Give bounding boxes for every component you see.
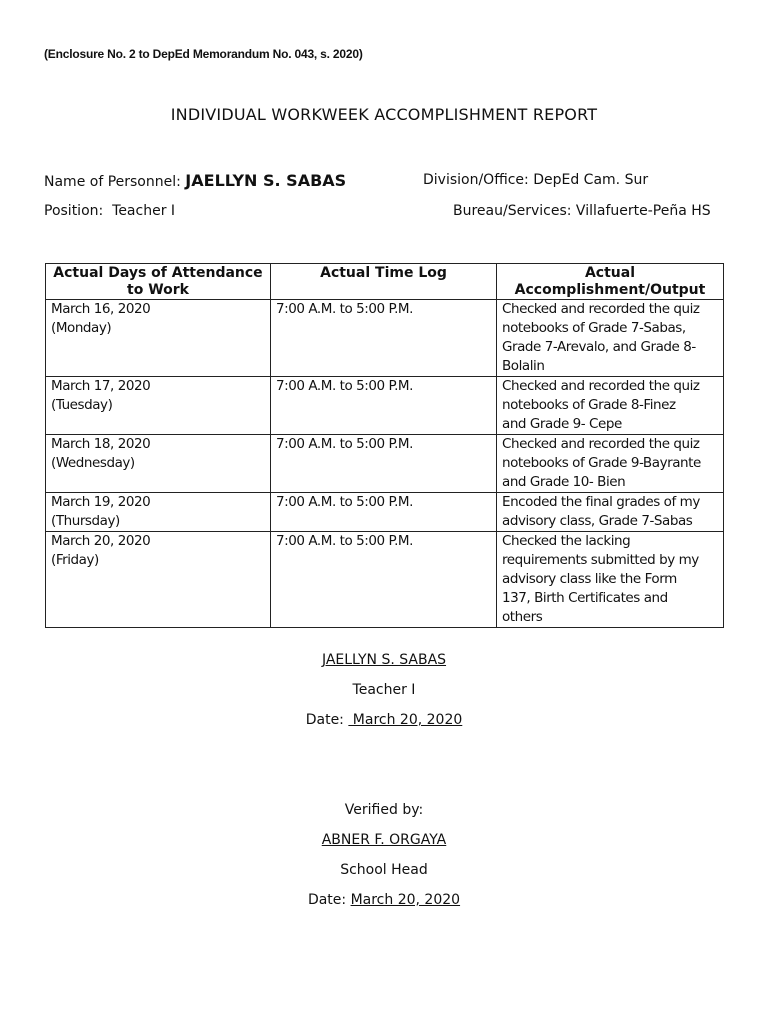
day-cell (46, 300, 271, 377)
day-weekday: (Wednesday) (51, 455, 135, 471)
header-output-line: Accomplishment/Output (514, 282, 706, 298)
output-line: Checked and recorded the quiz (502, 378, 700, 394)
output-cell (497, 300, 724, 377)
verifier-name: ABNER F. ORGAYA (321, 832, 447, 848)
output-line: Checked and recorded the quiz (502, 301, 700, 317)
time-log: 7:00 A.M. to 5:00 P.M. (276, 378, 413, 394)
day-cell (46, 493, 271, 532)
output-cell (497, 377, 724, 435)
day-date: March 17, 2020 (51, 378, 151, 394)
output-line: Grade 7-Arevalo, and Grade 8- (502, 339, 696, 355)
verified-by-label: Verified by: (344, 802, 424, 818)
time-log: 7:00 A.M. to 5:00 P.M. (276, 494, 413, 510)
verifier-date-value: March 20, 2020 (350, 892, 461, 908)
signatory-name: JAELLYN S. SABAS (321, 652, 447, 668)
day-cell (46, 377, 271, 435)
output-line: notebooks of Grade 7-Sabas, (502, 320, 686, 336)
signatory-date (0, 712, 768, 728)
table-row (46, 532, 724, 628)
header-days-line: Attendance to Work (127, 265, 263, 298)
time-log: 7:00 A.M. to 5:00 P.M. (276, 436, 413, 452)
header-days (46, 264, 271, 300)
division-label: Division/Office: (423, 172, 529, 188)
name-label: Name of Personnel: (44, 174, 181, 190)
output-line: 137, Birth Certificates and (502, 590, 668, 606)
time-cell (271, 300, 497, 377)
output-line: requirements submitted by my (502, 552, 699, 568)
table-header-row (46, 264, 724, 300)
output-line: and Grade 9- Cepe (502, 416, 622, 432)
table-row (46, 493, 724, 532)
time-log: 7:00 A.M. to 5:00 P.M. (276, 301, 413, 317)
table-row (46, 300, 724, 377)
time-cell (271, 532, 497, 628)
header-time-line: Actual Time Log (320, 265, 447, 281)
bureau-value: Villafuerte-Peña HS (575, 203, 711, 219)
output-line: Encoded the final grades of my (502, 494, 700, 510)
output-line: Bolalin (502, 358, 545, 374)
output-line: and Grade 10- Bien (502, 474, 626, 490)
day-date: March 18, 2020 (51, 436, 151, 452)
output-line: notebooks of Grade 8-Finez (502, 397, 676, 413)
time-cell (271, 435, 497, 493)
day-weekday: (Thursday) (51, 513, 120, 529)
day-cell (46, 532, 271, 628)
output-cell (497, 493, 724, 532)
header-days-line: Actual Days of (53, 265, 167, 281)
time-cell (271, 377, 497, 435)
day-weekday: (Monday) (51, 320, 112, 336)
output-cell (497, 435, 724, 493)
header-output (497, 264, 724, 300)
table-row (46, 377, 724, 435)
time-log: 7:00 A.M. to 5:00 P.M. (276, 533, 413, 549)
report-title: INDIVIDUAL WORKWEEK ACCOMPLISHMENT REPORT (170, 105, 598, 124)
signatory-position: Teacher I (352, 682, 416, 698)
output-cell (497, 532, 724, 628)
division-field (423, 172, 648, 188)
division-value: DepEd Cam. Sur (533, 172, 649, 188)
day-date: March 16, 2020 (51, 301, 151, 317)
accomplishment-table (45, 263, 724, 628)
signatory-date-value: March 20, 2020 (348, 712, 463, 728)
signatory-date-label: Date: (305, 712, 344, 728)
table-row (46, 435, 724, 493)
output-line: notebooks of Grade 9-Bayrante (502, 455, 701, 471)
day-weekday: (Friday) (51, 552, 99, 568)
output-line: others (502, 609, 543, 625)
output-line: advisory class like the Form (502, 571, 677, 587)
output-line: advisory class, Grade 7-Sabas (502, 513, 693, 529)
verifier-position: School Head (340, 862, 428, 878)
verifier-date (0, 892, 768, 908)
day-date: March 19, 2020 (51, 494, 151, 510)
time-cell (271, 493, 497, 532)
header-time-log (271, 264, 497, 300)
day-date: March 20, 2020 (51, 533, 151, 549)
header-output-line: Actual (584, 265, 636, 281)
enclosure-note: (Enclosure No. 2 to DepEd Memorandum No. 043, s. 2020) (44, 47, 363, 61)
name-value: JAELLYN S. SABAS (185, 171, 347, 190)
position-label: Position: (44, 203, 104, 219)
output-line: Checked the lacking (502, 533, 631, 549)
output-line: Checked and recorded the quiz (502, 436, 700, 452)
position-field (44, 203, 175, 219)
position-value: Teacher I (112, 203, 176, 219)
day-weekday: (Tuesday) (51, 397, 113, 413)
day-cell (46, 435, 271, 493)
name-of-personnel-field (44, 171, 346, 190)
verifier-date-label: Date: (307, 892, 347, 908)
bureau-field (453, 203, 711, 219)
bureau-label: Bureau/Services: (453, 203, 572, 219)
